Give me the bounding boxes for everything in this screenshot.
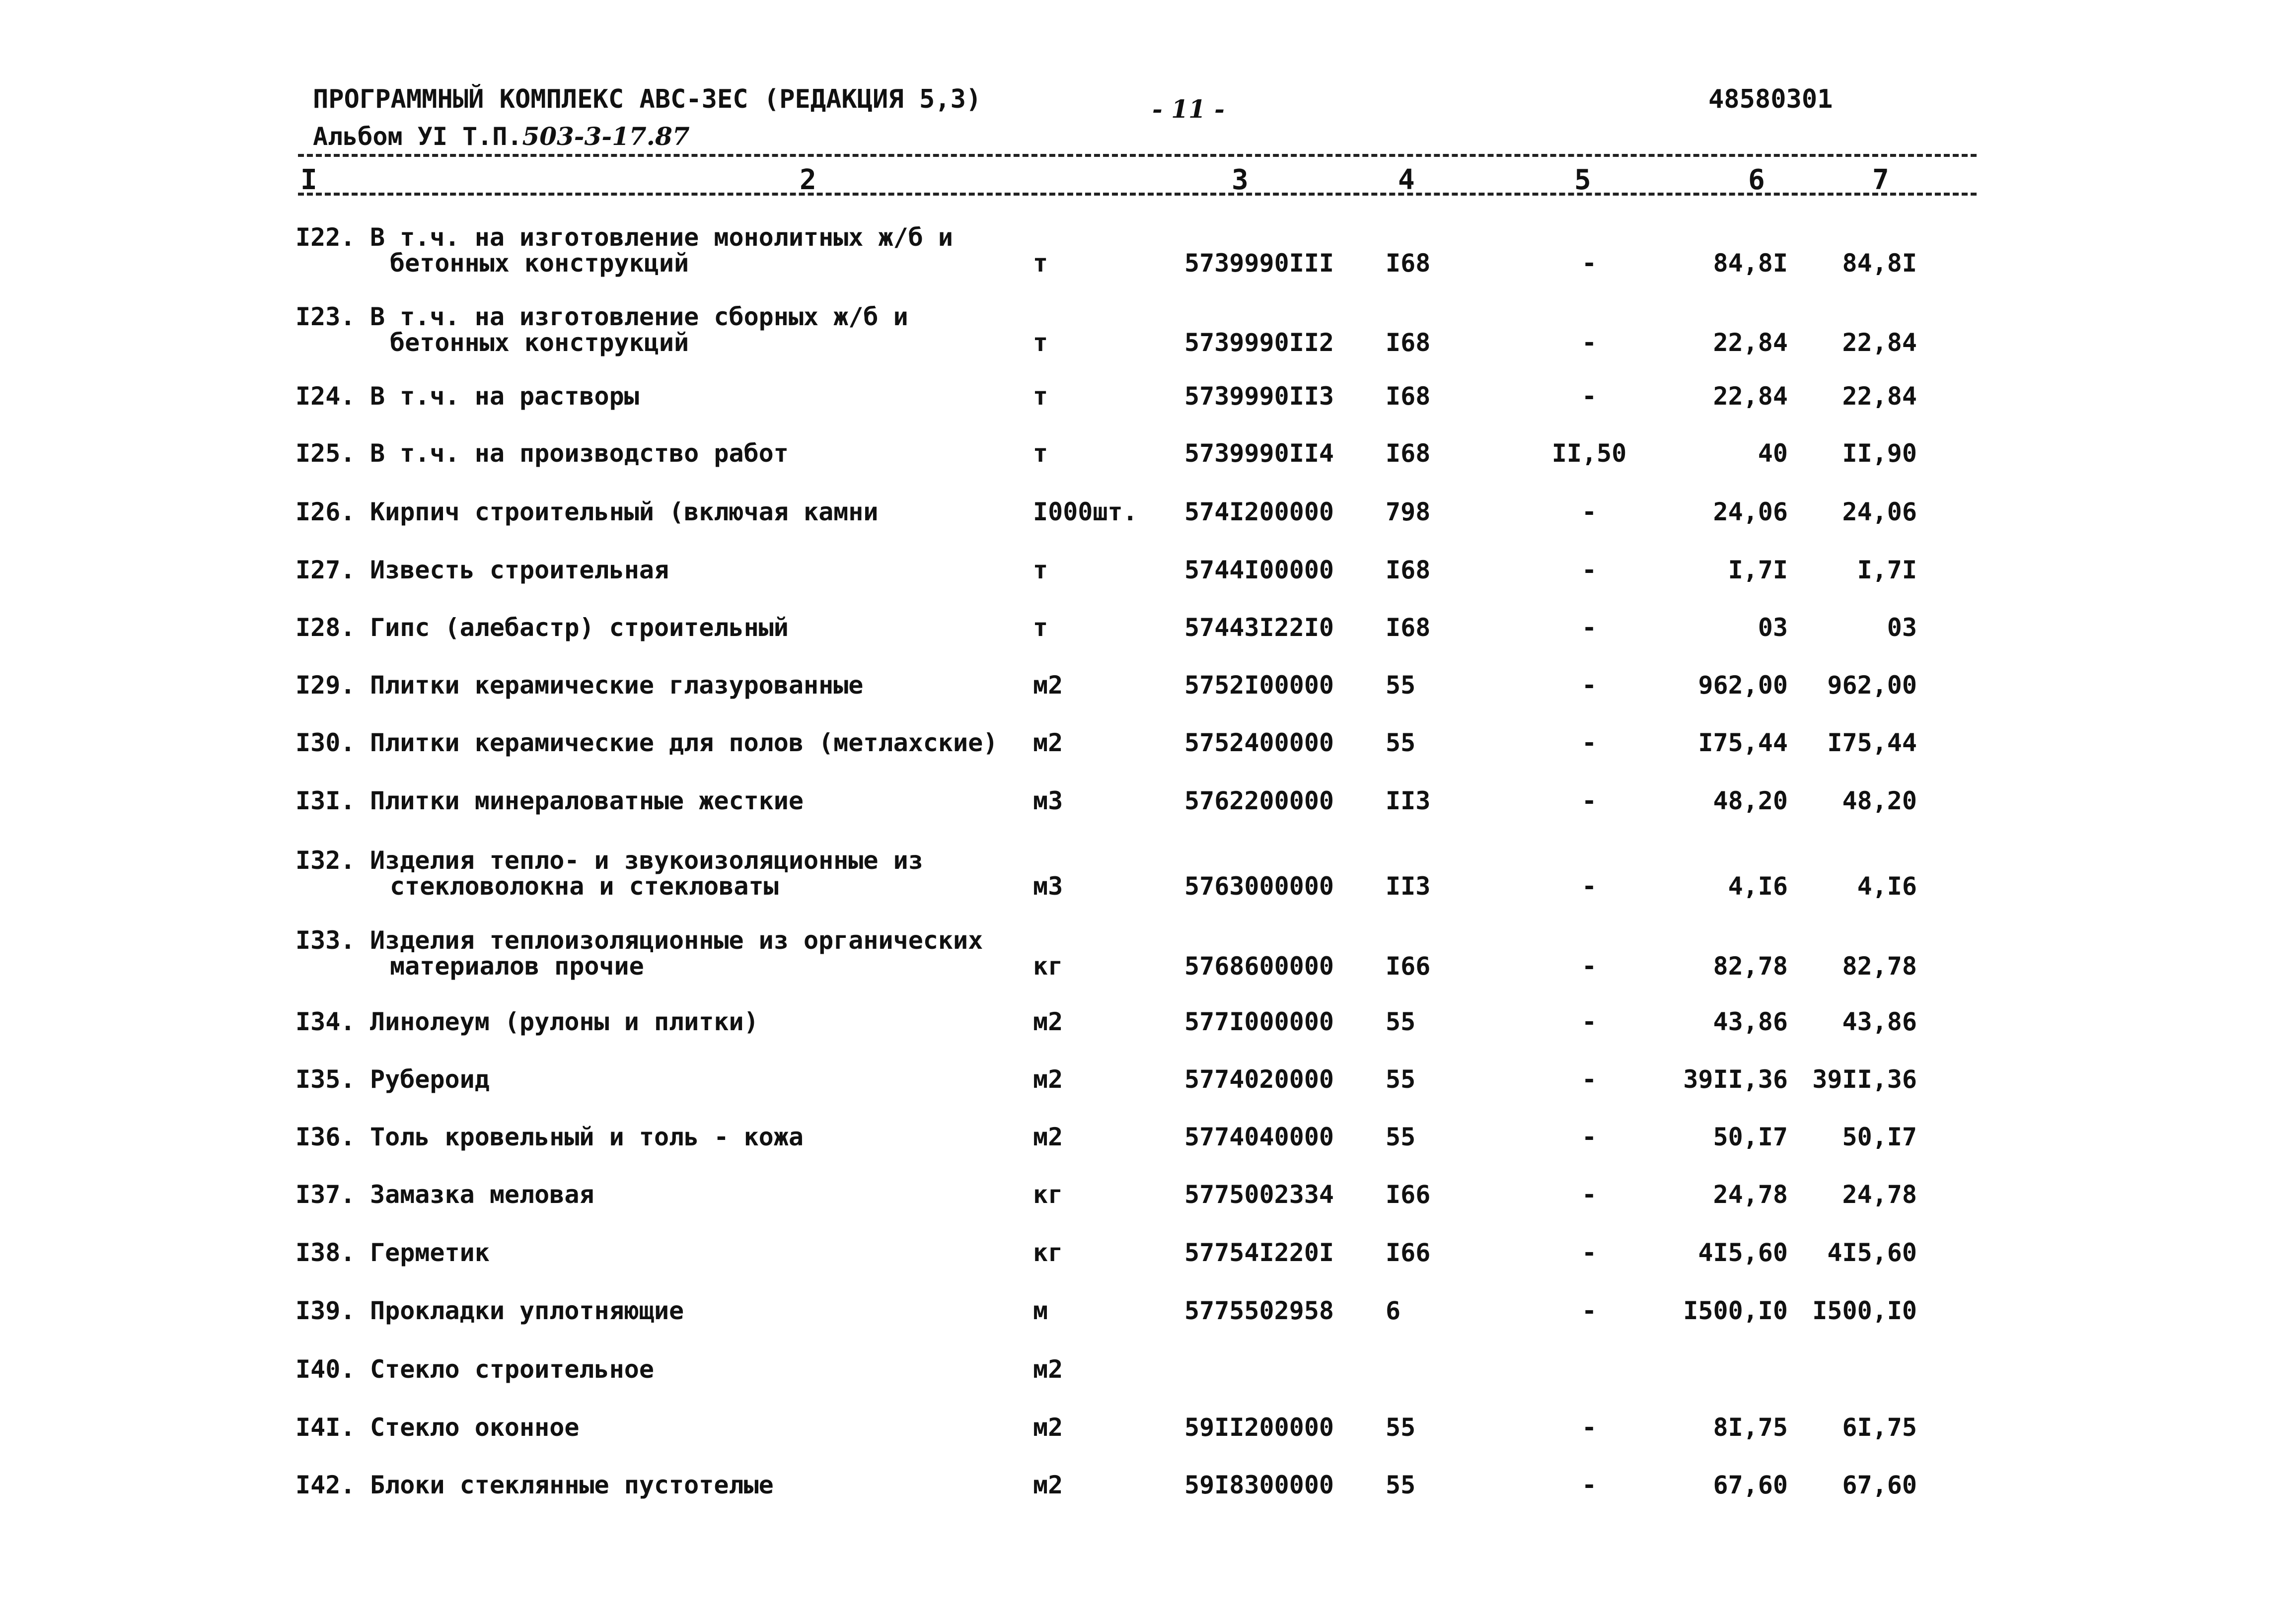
column-4-value: II3 [1386, 872, 1431, 901]
row-number: I29. [295, 671, 356, 700]
column-6-value: 50,I7 [1713, 1123, 1788, 1151]
column-5-value: - [1581, 1296, 1597, 1325]
material-code: 5752400000 [1184, 728, 1334, 757]
column-5-value: - [1581, 1238, 1597, 1267]
material-name-continuation: бетонных конструкций [390, 249, 689, 278]
unit-of-measure: кг [1033, 952, 1063, 981]
material-name-continuation: стекловолокна и стекловаты [390, 872, 779, 901]
row-number: I30. [295, 728, 356, 757]
material-name: Герметик [370, 1238, 490, 1267]
unit-of-measure: кг [1033, 1238, 1063, 1267]
unit-of-measure: т [1033, 249, 1048, 278]
column-6-value: I75,44 [1698, 728, 1788, 757]
column-5-value: - [1581, 1413, 1597, 1442]
column-5-value: - [1581, 328, 1597, 357]
column-6-value: 8I,75 [1713, 1413, 1788, 1442]
column-4-value: I68 [1386, 613, 1431, 642]
column-6-value: 43,86 [1713, 1007, 1788, 1036]
row-number: I25. [295, 439, 356, 468]
unit-of-measure: м3 [1033, 872, 1063, 901]
unit-of-measure: м2 [1033, 1123, 1063, 1151]
material-code: 574I200000 [1184, 497, 1334, 526]
column-4-value: 55 [1386, 1007, 1416, 1036]
column-7-value: 22,84 [1842, 328, 1917, 357]
row-number: I40. [295, 1355, 356, 1384]
column-header-7: 7 [1872, 164, 1889, 196]
material-name: Стекло строительное [370, 1355, 654, 1384]
column-4-value: I68 [1386, 249, 1431, 278]
column-7-value: 43,86 [1842, 1007, 1917, 1036]
column-4-value: I66 [1386, 1180, 1431, 1209]
column-5-value: - [1581, 382, 1597, 411]
material-name: В т.ч. на изготовление сборных ж/б и [370, 302, 908, 331]
row-number: I39. [295, 1296, 356, 1325]
column-6-value: 84,8I [1713, 249, 1788, 278]
material-name: Рубероид [370, 1065, 490, 1094]
column-6-value: 4,I6 [1728, 872, 1788, 901]
column-5-value: - [1581, 613, 1597, 642]
row-number: I27. [295, 556, 356, 584]
column-7-value: 84,8I [1842, 249, 1917, 278]
unit-of-measure: I000шт. [1033, 497, 1138, 526]
unit-of-measure: т [1033, 556, 1048, 584]
row-number: I22. [295, 223, 356, 252]
material-code: 5774020000 [1184, 1065, 1334, 1094]
column-7-value: II,90 [1842, 439, 1917, 468]
unit-of-measure: т [1033, 382, 1048, 411]
column-4-value: 55 [1386, 1471, 1416, 1499]
column-7-value: 48,20 [1842, 786, 1917, 815]
material-code: 5739990III [1184, 249, 1334, 278]
row-number: I28. [295, 613, 356, 642]
document-number: 48580301 [1708, 84, 1833, 114]
column-6-value: 24,06 [1713, 497, 1788, 526]
column-7-value: 4I5,60 [1827, 1238, 1917, 1267]
row-number: I34. [295, 1007, 356, 1036]
column-7-value: 67,60 [1842, 1471, 1917, 1499]
column-4-value: 55 [1386, 1123, 1416, 1151]
column-4-value: I68 [1386, 439, 1431, 468]
material-name: Плитки керамические глазурованные [370, 671, 864, 700]
column-6-value: 39II,36 [1683, 1065, 1788, 1094]
column-4-value: 55 [1386, 1065, 1416, 1094]
program-title: ПРОГРАММНЫЙ КОМПЛЕКС АВС-ЗЕС (РЕДАКЦИЯ 5,3) [313, 84, 982, 114]
material-code: 5775502958 [1184, 1296, 1334, 1325]
column-5-value: - [1581, 728, 1597, 757]
unit-of-measure: т [1033, 439, 1048, 468]
column-6-value: 40 [1758, 439, 1788, 468]
material-code: 5752I00000 [1184, 671, 1334, 700]
column-6-value: I500,I0 [1683, 1296, 1788, 1325]
column-5-value: - [1581, 556, 1597, 584]
material-name: Плитки керамические для полов (метлахские) [370, 728, 998, 757]
row-number: I26. [295, 497, 356, 526]
material-code: 5774040000 [1184, 1123, 1334, 1151]
column-5-value: - [1581, 952, 1597, 981]
material-code: 5739990II4 [1184, 439, 1334, 468]
column-header-4: 4 [1398, 164, 1415, 196]
material-name: В т.ч. на производство работ [370, 439, 789, 468]
column-header-3: 3 [1232, 164, 1249, 196]
column-4-value: 798 [1386, 497, 1431, 526]
column-6-value: 24,78 [1713, 1180, 1788, 1209]
material-code: 5739990II3 [1184, 382, 1334, 411]
unit-of-measure: м2 [1033, 1413, 1063, 1442]
album-reference [313, 122, 690, 151]
album-handwritten-number: 503-3-17.87 [522, 122, 690, 151]
column-4-value: II3 [1386, 786, 1431, 815]
column-4-value: I68 [1386, 328, 1431, 357]
material-name: Кирпич строительный (включая камни [370, 497, 879, 526]
material-code: 59II200000 [1184, 1413, 1334, 1442]
material-name: Блоки стеклянные пустотелые [370, 1471, 774, 1499]
column-7-value: I75,44 [1827, 728, 1917, 757]
column-5-value: - [1581, 1123, 1597, 1151]
column-6-value: 962,00 [1698, 671, 1788, 700]
column-6-value: 22,84 [1713, 382, 1788, 411]
column-header-2: 2 [800, 164, 816, 196]
material-code: 5768600000 [1184, 952, 1334, 981]
column-7-value: 03 [1887, 613, 1917, 642]
material-name: Плитки минераловатные жесткие [370, 786, 804, 815]
column-5-value: - [1581, 497, 1597, 526]
unit-of-measure: м2 [1033, 1065, 1063, 1094]
column-7-value: 50,I7 [1842, 1123, 1917, 1151]
row-number: I32. [295, 846, 356, 875]
column-7-value: 82,78 [1842, 952, 1917, 981]
column-6-value: 82,78 [1713, 952, 1788, 981]
column-4-value: 55 [1386, 671, 1416, 700]
column-5-value: - [1581, 786, 1597, 815]
material-name: В т.ч. на изготовление монолитных ж/б и [370, 223, 953, 252]
column-7-value: 6I,75 [1842, 1413, 1917, 1442]
material-code: 5775002334 [1184, 1180, 1334, 1209]
row-number: I4I. [295, 1413, 356, 1442]
column-4-value: 55 [1386, 728, 1416, 757]
column-5-value: - [1581, 249, 1597, 278]
row-number: I42. [295, 1471, 356, 1499]
unit-of-measure: м2 [1033, 1355, 1063, 1384]
material-code: 5762200000 [1184, 786, 1334, 815]
row-number: I38. [295, 1238, 356, 1267]
page-mark: - 11 - [1152, 94, 1225, 124]
column-4-value: I68 [1386, 556, 1431, 584]
row-number: I33. [295, 926, 356, 955]
material-code: 577I000000 [1184, 1007, 1334, 1036]
column-5-value: - [1581, 1065, 1597, 1094]
row-number: I23. [295, 302, 356, 331]
column-6-value: 67,60 [1713, 1471, 1788, 1499]
header-bottom-rule [298, 193, 1977, 196]
column-7-value: 22,84 [1842, 382, 1917, 411]
column-7-value: 962,00 [1827, 671, 1917, 700]
material-name: Гипс (алебастр) строительный [370, 613, 789, 642]
column-header-1: I [300, 164, 317, 196]
row-number: I3I. [295, 786, 356, 815]
column-4-value: I66 [1386, 1238, 1431, 1267]
unit-of-measure: м3 [1033, 786, 1063, 815]
material-code: 5763000000 [1184, 872, 1334, 901]
column-6-value: 03 [1758, 613, 1788, 642]
column-7-value: 4,I6 [1857, 872, 1917, 901]
material-name: Линолеум (рулоны и плитки) [370, 1007, 759, 1036]
unit-of-measure: м2 [1033, 1471, 1063, 1499]
row-number: I35. [295, 1065, 356, 1094]
column-4-value: 6 [1386, 1296, 1401, 1325]
material-name: Замазка меловая [370, 1180, 594, 1209]
column-5-value: - [1581, 1007, 1597, 1036]
column-7-value: I500,I0 [1812, 1296, 1917, 1325]
unit-of-measure: м2 [1033, 728, 1063, 757]
column-7-value: 24,06 [1842, 497, 1917, 526]
column-5-value: - [1581, 671, 1597, 700]
material-code: 5744I00000 [1184, 556, 1334, 584]
material-code: 57754I220I [1184, 1238, 1334, 1267]
unit-of-measure: т [1033, 613, 1048, 642]
column-7-value: 39II,36 [1812, 1065, 1917, 1094]
material-code: 59I8300000 [1184, 1471, 1334, 1499]
column-6-value: 48,20 [1713, 786, 1788, 815]
column-header-5: 5 [1574, 164, 1591, 196]
column-5-value: - [1581, 1180, 1597, 1209]
material-name: Известь строительная [370, 556, 669, 584]
material-name-continuation: материалов прочие [390, 952, 644, 981]
column-header-6: 6 [1748, 164, 1765, 196]
header-top-rule [298, 154, 1977, 157]
row-number: I36. [295, 1123, 356, 1151]
row-number: I37. [295, 1180, 356, 1209]
column-5-value: - [1581, 1471, 1597, 1499]
unit-of-measure: м2 [1033, 1007, 1063, 1036]
unit-of-measure: м [1033, 1296, 1048, 1325]
album-prefix: Альбом УІ Т.П. [313, 122, 522, 151]
material-name: Изделия теплоизоляционные из органических [370, 926, 983, 955]
unit-of-measure: кг [1033, 1180, 1063, 1209]
column-7-value: 24,78 [1842, 1180, 1917, 1209]
column-6-value: 22,84 [1713, 328, 1788, 357]
material-name: Толь кровельный и толь - кожа [370, 1123, 804, 1151]
material-name: Изделия тепло- и звукоизоляционные из [370, 846, 923, 875]
column-6-value: 4I5,60 [1698, 1238, 1788, 1267]
column-5-value: II,50 [1551, 439, 1627, 468]
column-4-value: 55 [1386, 1413, 1416, 1442]
row-number: I24. [295, 382, 356, 411]
column-5-value: - [1581, 872, 1597, 901]
material-name: Прокладки уплотняющие [370, 1296, 684, 1325]
column-4-value: I66 [1386, 952, 1431, 981]
column-7-value: I,7I [1857, 556, 1917, 584]
material-name: Стекло оконное [370, 1413, 580, 1442]
material-name: В т.ч. на растворы [370, 382, 639, 411]
column-6-value: I,7I [1728, 556, 1788, 584]
unit-of-measure: м2 [1033, 671, 1063, 700]
material-name-continuation: бетонных конструкций [390, 328, 689, 357]
column-4-value: I68 [1386, 382, 1431, 411]
material-code: 57443I22I0 [1184, 613, 1334, 642]
material-code: 5739990II2 [1184, 328, 1334, 357]
unit-of-measure: т [1033, 328, 1048, 357]
